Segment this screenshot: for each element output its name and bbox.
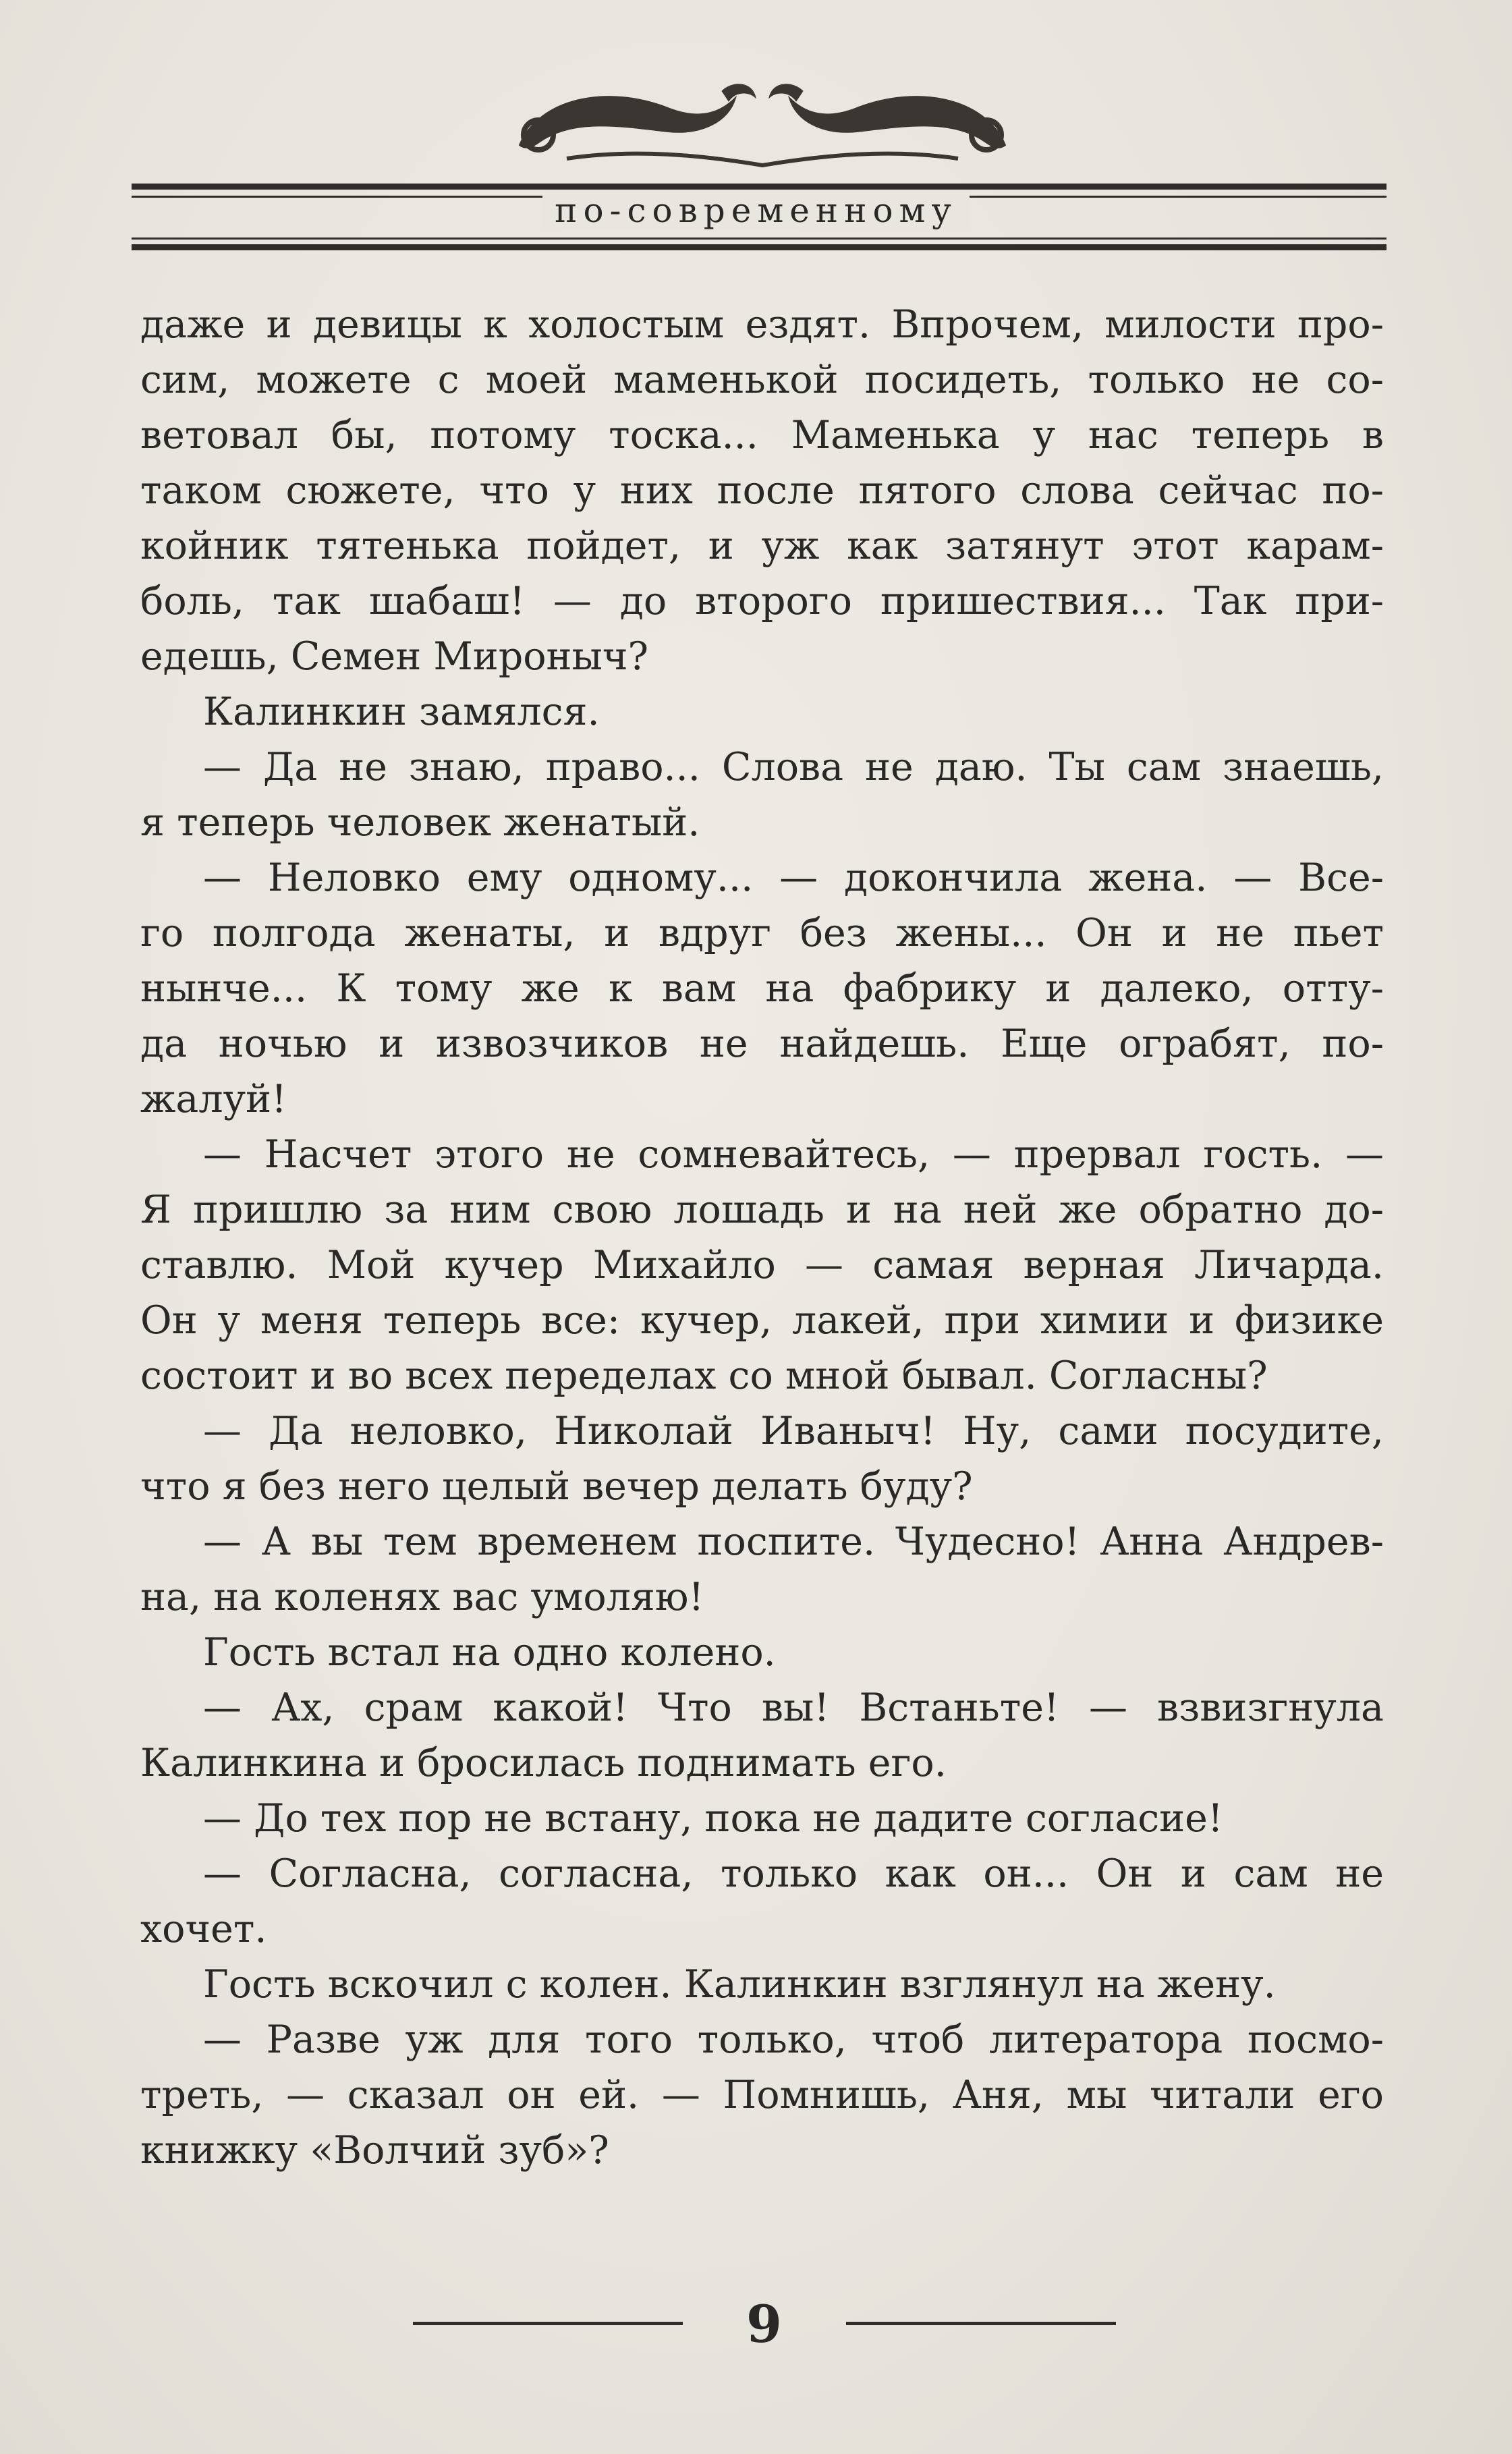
text-line: боль, так шабаш! — до второго пришествия... Так при- [140,579,1384,623]
text-line: таком сюжете, что у них после пятого слова сейчас по- [140,468,1384,513]
text-line: — Да неловко, Николай Иваныч! Ну, сами посудите, [203,1409,1384,1453]
text-line: книжку «Волчий зуб»? [140,2128,609,2173]
text-line: Я пришлю за ним свою лошадь и на ней же обратно до- [140,1188,1384,1232]
text-line: Калинкина и бросилась поднимать его. [140,1741,947,1785]
text-line: го полгода женаты, и вдруг без жены... Он и не пьет [140,911,1384,955]
text-line: хочет. [140,1907,267,1951]
text-line: Гость встал на одно колено. [203,1630,776,1675]
text-line: — Да не знаю, право... Слова не даю. Ты сам знаешь, [203,745,1384,789]
text-line: нынче... К тому же к вам на фабрику и далеко, отту- [140,966,1384,1011]
text-line: Он у меня теперь все: кучер, лакей, при химии и физике [140,1298,1384,1343]
text-line: ветовал бы, потому тоска... Маменька у нас теперь в [140,413,1384,457]
header-rule [132,238,1387,240]
footer-rule [846,2322,1116,2325]
header-rule [132,244,1387,250]
text-line: даже и девицы к холостым ездят. Впрочем, милости про- [140,302,1384,347]
text-line: что я без него целый вечер делать буду? [140,1464,973,1509]
header-ornament-icon [499,71,1026,172]
page-number: 9 [746,2294,782,2354]
running-head [0,187,1512,234]
text-line: койник тятенька пойдет, и уж как затянут этот карам- [140,524,1384,568]
text-line: состоит и во всех переделах со мной бывал. Согласны? [140,1354,1268,1398]
text-line: Калинкин замялся. [203,690,600,734]
text-line: на, на коленях вас умоляю! [140,1575,704,1619]
text-line: — До тех пор не встану, пока не дадите согласие! [203,1796,1223,1841]
running-head-text: по-современному [542,191,970,230]
footer-rule [413,2322,683,2325]
text-line: Гость вскочил с колен. Калинкин взглянул на жену. [203,1962,1276,2007]
text-line: я теперь человек женатый. [140,800,700,845]
text-line: да ночью и извозчиков не найдешь. Еще ограбят, по- [140,1022,1384,1066]
text-line: — Ах, срам какой! Что вы! Встаньте! — взвизгнула [203,1685,1384,1730]
body-text [140,297,1384,2178]
text-line: ставлю. Мой кучер Михайло — самая верная Личарда. [140,1243,1384,1287]
text-line: сим, можете с моей маменькой посидеть, только не со- [140,358,1384,402]
text-line: треть, — сказал он ей. — Помнишь, Аня, мы читали его [140,2073,1384,2117]
text-line: — Согласна, согласна, только как он... Он и сам не [203,1851,1384,1896]
text-line: — Неловко ему одному... — докончила жена. — Все- [203,856,1384,900]
text-line: едешь, Семен Мироныч? [140,634,649,679]
text-line: жалуй! [140,1077,287,1121]
text-line: — Разве уж для того только, чтоб литератора посмо- [203,2017,1384,2062]
text-line: — А вы тем временем поспите. Чудесно! Анна Андрев- [203,1519,1384,1564]
text-line: — Насчет этого не сомневайтесь, — прервал гость. — [203,1132,1384,1177]
